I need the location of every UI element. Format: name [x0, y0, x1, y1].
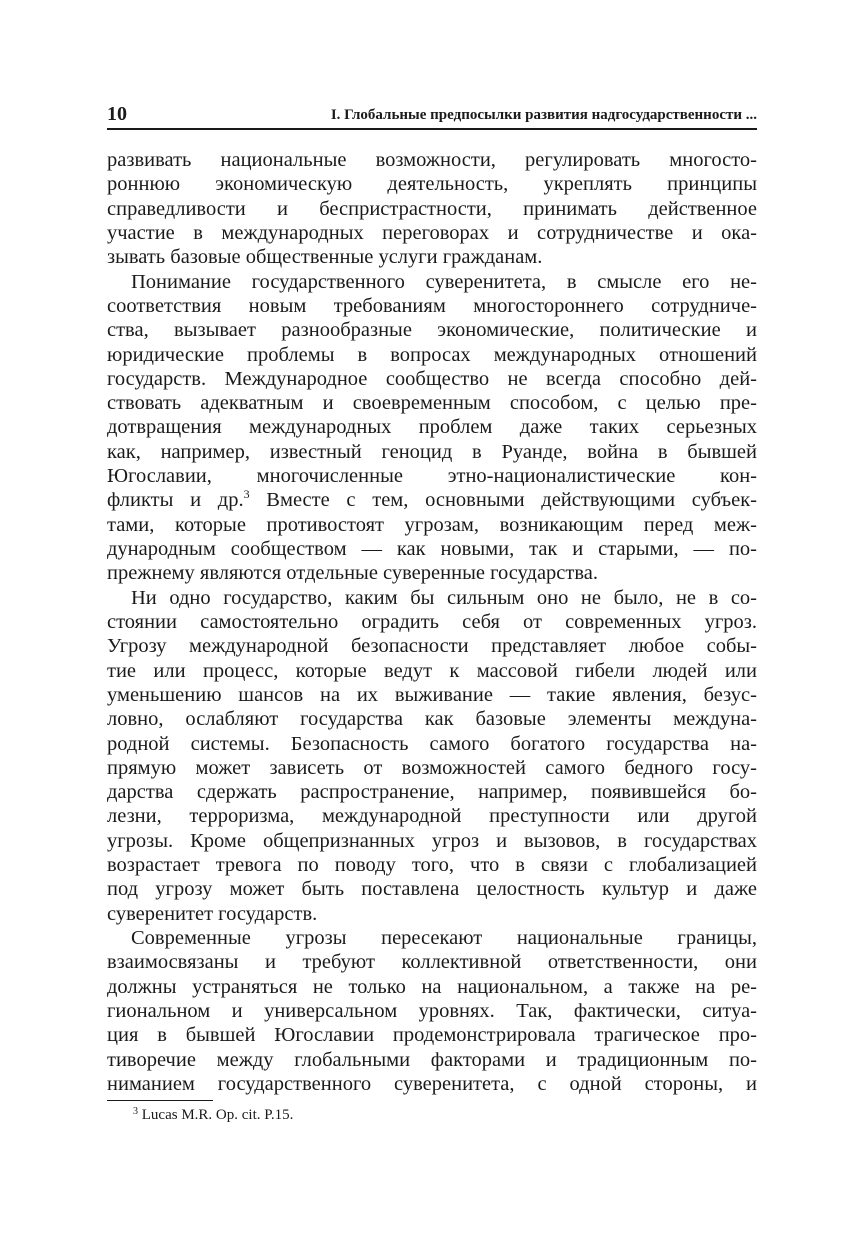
text-line: соответствия новым требованиям многостороннего сотрудниче- [107, 294, 757, 317]
text-line: Угрозу международной безопасности представляет любое собы- [107, 635, 757, 658]
paragraph [107, 148, 757, 270]
section-title: I. Глобальные предпосылки развития надгосударственности ... [330, 107, 757, 123]
text-line: дународным сообществом — как новыми, так и старыми, — по- [107, 538, 757, 560]
text-line: угрозы. Кроме общепризнанных угроз и вызовов, в государствах [107, 829, 757, 852]
text-line: роннюю экономическую деятельность, укреплять принципы [107, 173, 757, 196]
text-line: Югославии, многочисленные этно-националистические кон- [107, 465, 757, 488]
book-page [107, 100, 757, 1125]
text-line: взаимосвязаны и требуют коллективной ответственности, они [107, 951, 757, 974]
text-line: суверенитет государств. [107, 902, 318, 925]
text-line: участие в международных переговорах и сотрудничестве и ока- [107, 221, 757, 244]
text-line: ствовать адекватным и своевременным способом, с целью пре- [107, 392, 757, 415]
paragraph [107, 270, 757, 586]
text-line: уменьшению шансов на их выживание — такие явления, безус- [107, 683, 757, 706]
text-line: прежнему являются отдельные суверенные государства. [107, 562, 598, 585]
page-number: 10 [107, 103, 127, 125]
text-line: дотвращения международных проблем даже таких серьезных [107, 416, 757, 439]
text-line: тиворечие между глобальными факторами и традиционным по- [107, 1048, 757, 1071]
text-line: стоянии самостоятельно оградить себя от современных угроз. [107, 610, 757, 633]
text-line: ловно, ослабляют государства как базовые элементы междуна- [107, 708, 757, 731]
text-line: ниманием государственного суверенитета, с одной стороны, и [107, 1072, 757, 1095]
text-line-with-footnote [107, 488, 757, 512]
footnote [107, 1105, 757, 1125]
text-line: тами, которые противостоят угрозам, возникающим перед меж- [107, 513, 757, 536]
text-line: тие или процесс, которые ведут к массовой гибели людей или [107, 659, 757, 682]
text-line: возрастает тревога по поводу того, что в связи с глобализацией [107, 854, 757, 877]
footnote-text: Lucas M.R. Op. cit. P.15. [141, 1107, 294, 1124]
text-line: государств. Международное сообщество не всегда способно дей- [107, 367, 757, 390]
text-line: развивать национальные возможности, регулировать многосто- [107, 149, 757, 171]
text-fragment: Вместе с тем, основными действующими субъек- [249, 489, 757, 512]
text-line: юридические проблемы в вопросах международных отношений [107, 343, 757, 366]
text-line: ства, вызывает разнообразные экономические, политические и [107, 319, 757, 342]
text-line: как, например, известный геноцид в Руанде, война в бывшей [107, 440, 757, 463]
text-line: Ни одно государство, каким бы сильным оно не было, не в со- [131, 586, 757, 609]
text-line: прямую может зависеть от возможностей самого бедного госу- [107, 756, 757, 779]
text-fragment: фликты и др. [107, 489, 244, 512]
text-line: Понимание государственного суверенитета, в смысле его не- [131, 270, 757, 293]
text-line: гиональном и универсальном уровнях. Так, фактически, ситуа- [107, 999, 757, 1022]
footnote-reference[interactable]: 3 [243, 487, 250, 502]
body-text [107, 148, 757, 1096]
text-line: дарства сдержать распространение, например, появившейся бо- [107, 781, 757, 804]
footnote-marker: 3 [133, 1106, 138, 1118]
running-header [107, 100, 757, 130]
text-line: справедливости и беспристрастности, принимать действенное [107, 197, 757, 220]
text-line: лезни, терроризма, международной преступности или другой [107, 805, 757, 828]
text-line: Современные угрозы пересекают национальные границы, [131, 927, 757, 949]
paragraph [107, 926, 757, 1096]
text-line: родной системы. Безопасность самого богатого государства на- [107, 732, 757, 755]
text-line: под угрозу может быть поставлена целостность культур и даже [107, 878, 757, 901]
paragraph [107, 586, 757, 926]
text-line: ция в бывшей Югославии продемонстрировала трагическое про- [107, 1024, 757, 1047]
text-line: зывать базовые общественные услуги гражданам. [107, 246, 543, 269]
footnote-divider [107, 1100, 213, 1101]
text-line: должны устраняться не только на национальном, а также на ре- [107, 975, 757, 998]
